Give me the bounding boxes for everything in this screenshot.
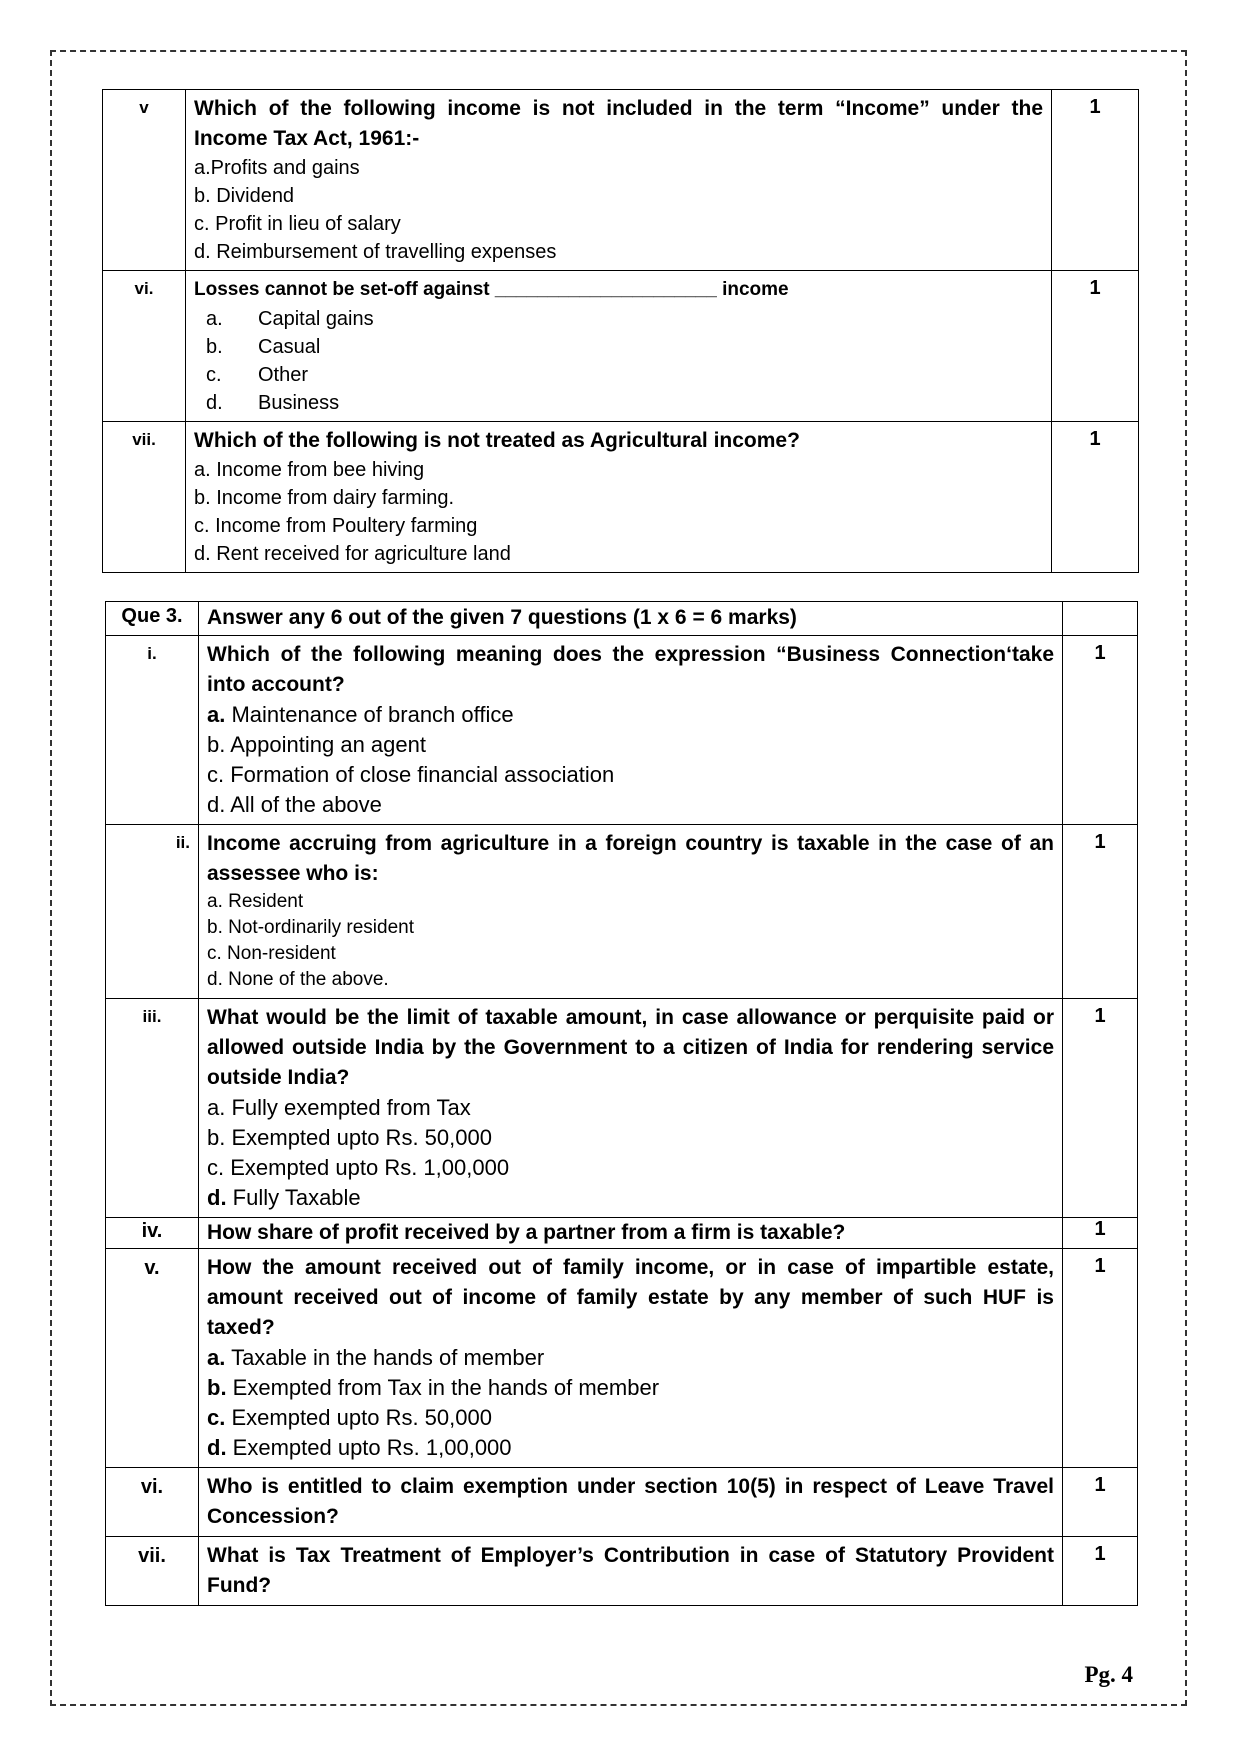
question-text: Losses cannot be set-off against _____________________ income xyxy=(194,279,789,300)
option: a. Income from bee hiving xyxy=(194,459,425,481)
question-text: Which of the following income is not included in the term “Income” under the Income Tax Act, 1961:- xyxy=(194,97,1043,150)
question-cell xyxy=(199,1537,1063,1606)
table-row xyxy=(106,1218,1138,1249)
question-cell xyxy=(199,1249,1063,1468)
marks-cell: 1 xyxy=(1052,422,1139,573)
question-number: i. xyxy=(106,636,199,825)
table-row xyxy=(103,271,1139,422)
table-row xyxy=(103,422,1139,573)
table-row xyxy=(106,1537,1138,1606)
table-header-row xyxy=(106,602,1138,636)
option: b. Exempted upto Rs. 50,000 xyxy=(207,1125,492,1150)
question-number: ii. xyxy=(106,825,199,999)
marks-cell: 1 xyxy=(1063,1468,1138,1537)
option: a.Profits and gains xyxy=(194,157,360,179)
marks-cell: 1 xyxy=(1063,1218,1138,1249)
question-text: How the amount received out of family income, or in case of impartible estate, amount received out of income of family estate by any member of such HUF is taxed? xyxy=(207,1256,1054,1339)
marks-cell: 1 xyxy=(1063,1249,1138,1468)
question-text: Income accruing from agriculture in a foreign country is taxable in the case of an assessee who is: xyxy=(207,832,1054,885)
question-table-continued xyxy=(102,89,1139,573)
table-row xyxy=(106,1468,1138,1537)
option: d. All of the above xyxy=(207,792,382,817)
option: c. Exempted upto Rs. 50,000 xyxy=(207,1405,492,1430)
option: d. None of the above. xyxy=(207,969,389,990)
question-number: iv. xyxy=(106,1218,199,1249)
option: b. Not-ordinarily resident xyxy=(207,917,414,938)
option: b. Casual xyxy=(206,336,321,358)
option: c. Exempted upto Rs. 1,00,000 xyxy=(207,1155,510,1180)
question-cell xyxy=(199,999,1063,1218)
question-cell xyxy=(199,825,1063,999)
marks-cell: 1 xyxy=(1063,999,1138,1218)
option: a. Taxable in the hands of member xyxy=(207,1345,545,1370)
question-text: How share of profit received by a partner from a firm is taxable? xyxy=(207,1221,846,1244)
option: b. Income from dairy farming. xyxy=(194,487,455,509)
table-row xyxy=(106,999,1138,1218)
section-number: Que 3. xyxy=(106,602,199,636)
question-number: iii. xyxy=(106,999,199,1218)
option: d. Business xyxy=(206,392,340,414)
marks-cell: 1 xyxy=(1052,90,1139,271)
option: c. Profit in lieu of salary xyxy=(194,213,401,235)
option: b. Exempted from Tax in the hands of member xyxy=(207,1375,660,1400)
question-cell xyxy=(199,1218,1063,1249)
option: d. Fully Taxable xyxy=(207,1185,361,1210)
option: d. Exempted upto Rs. 1,00,000 xyxy=(207,1435,512,1460)
question-cell xyxy=(186,422,1052,573)
question-text: What is Tax Treatment of Employer’s Contribution in case of Statutory Provident Fund? xyxy=(207,1544,1054,1597)
option: c. Non-resident xyxy=(207,943,336,964)
question-table-que3 xyxy=(105,601,1138,1606)
option: a. Fully exempted from Tax xyxy=(207,1095,471,1120)
marks-cell: 1 xyxy=(1063,1537,1138,1606)
question-cell xyxy=(186,271,1052,422)
question-cell xyxy=(199,1468,1063,1537)
option: c. Other xyxy=(206,364,309,386)
question-number: v xyxy=(103,90,186,271)
question-text: Which of the following meaning does the expression “Business Connection‘take into account? xyxy=(207,643,1054,696)
section-instruction-cell xyxy=(199,602,1063,636)
option: d. Rent received for agriculture land xyxy=(194,543,511,565)
option: c. Income from Poultery farming xyxy=(194,515,478,537)
option: b. Dividend xyxy=(194,185,295,207)
table-row xyxy=(103,90,1139,271)
marks-cell: 1 xyxy=(1063,825,1138,999)
marks-cell xyxy=(1063,602,1138,636)
table-row xyxy=(106,636,1138,825)
page-number: Pg. 4 xyxy=(1084,1662,1133,1687)
marks-cell: 1 xyxy=(1063,636,1138,825)
option: c. Formation of close financial association xyxy=(207,762,615,787)
question-cell xyxy=(199,636,1063,825)
question-cell xyxy=(186,90,1052,271)
table-row xyxy=(106,825,1138,999)
option: b. Appointing an agent xyxy=(207,732,426,757)
option: d. Reimbursement of travelling expenses xyxy=(194,241,557,263)
question-number: vii. xyxy=(103,422,186,573)
question-text: Who is entitled to claim exemption under section 10(5) in respect of Leave Travel Concession? xyxy=(207,1475,1054,1528)
option: a. Maintenance of branch office xyxy=(207,702,514,727)
question-number: vi. xyxy=(103,271,186,422)
option: a. Resident xyxy=(207,891,304,912)
question-number: vii. xyxy=(106,1537,199,1606)
marks-cell: 1 xyxy=(1052,271,1139,422)
table-row xyxy=(106,1249,1138,1468)
option: a. Capital gains xyxy=(206,308,374,330)
question-number: vi. xyxy=(106,1468,199,1537)
section-instruction: Answer any 6 out of the given 7 questions (1 x 6 = 6 marks) xyxy=(207,606,797,629)
question-text: What would be the limit of taxable amount, in case allowance or perquisite paid or allowed outside India by the Government to a citizen of India for rendering service outside India? xyxy=(207,1006,1054,1089)
question-text: Which of the following is not treated as Agricultural income? xyxy=(194,429,800,452)
question-number: v. xyxy=(106,1249,199,1468)
